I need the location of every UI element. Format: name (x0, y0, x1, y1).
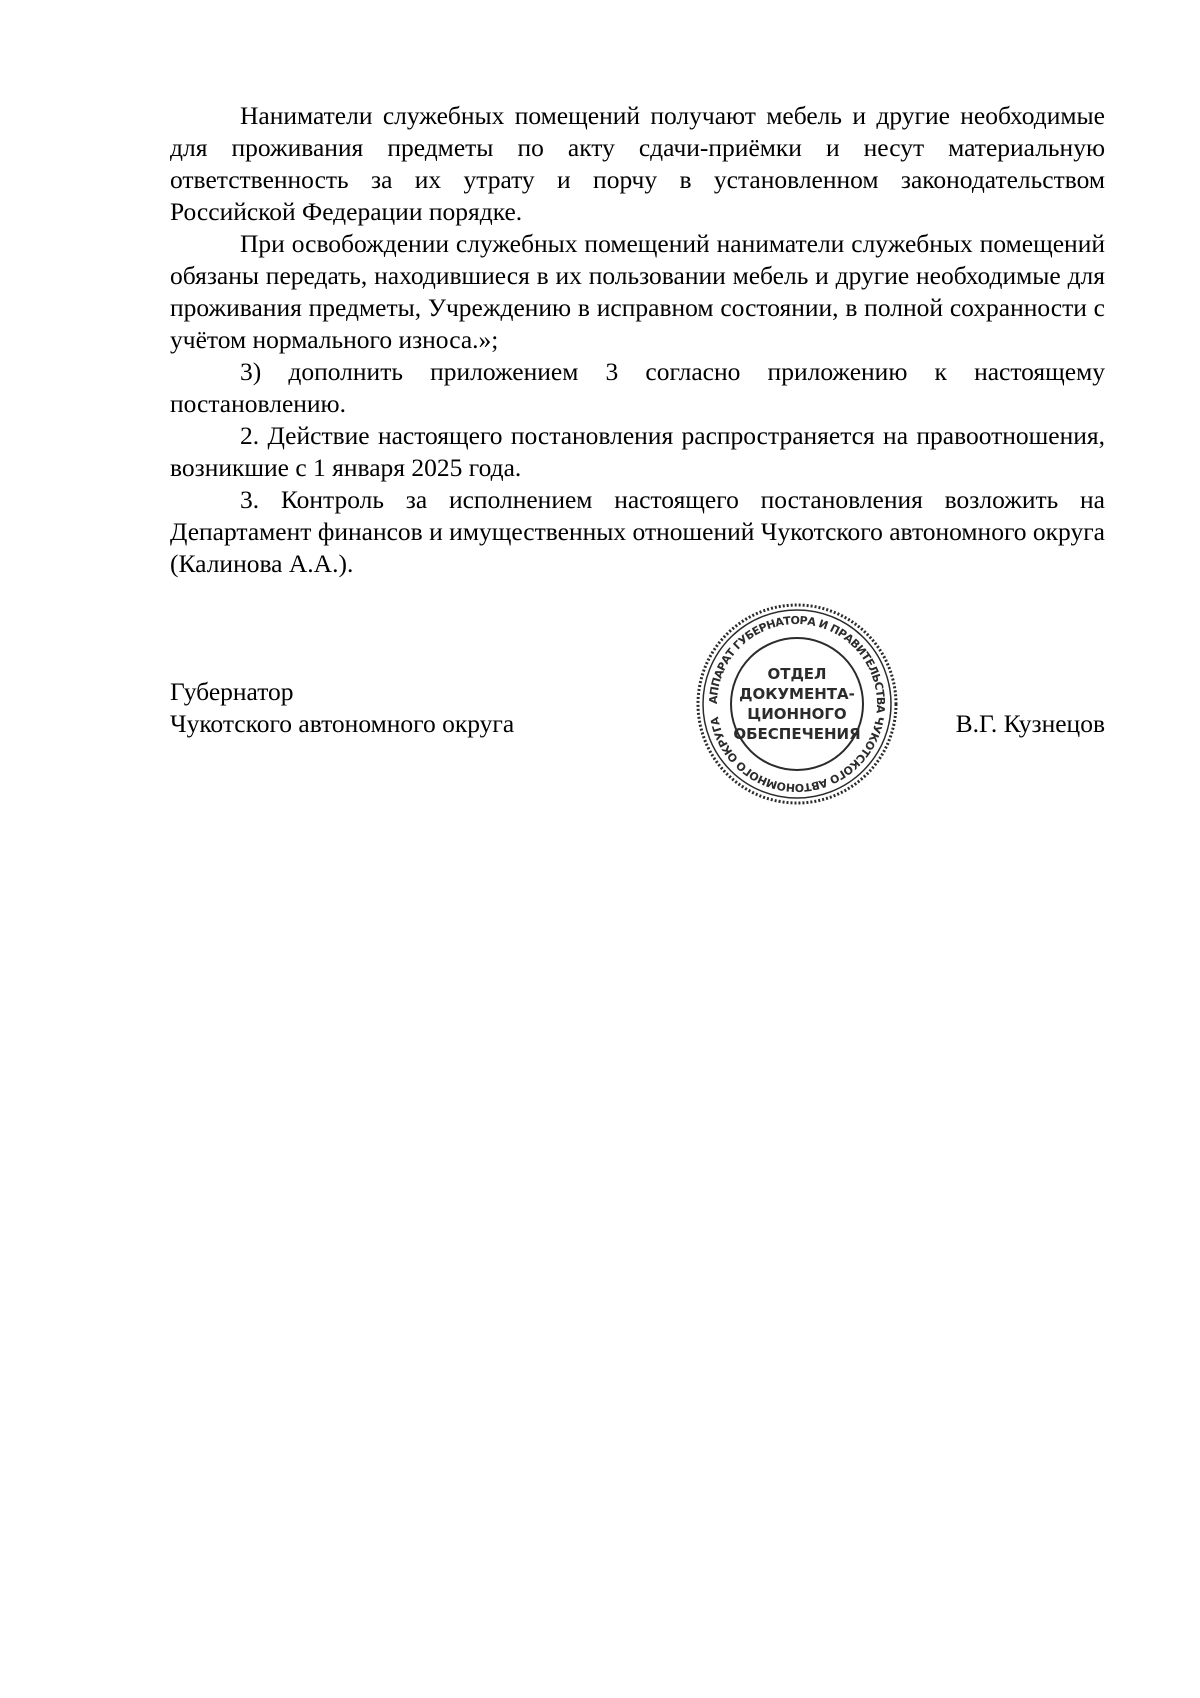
signature-block (170, 676, 1105, 776)
stamp-outer-ring (698, 605, 896, 803)
stamp-inner-ring (731, 638, 863, 770)
stamp-center-line-4: ОБЕСПЕЧЕНИЯ (733, 725, 861, 743)
paragraph-tenants-furniture: Наниматели служебных помещений получают мебель и другие необходимые для проживания предметы по акту сдачи-приёмки и несут материальную ответственность за их утрату и порчу в установленном законодательством Российской Федерации порядке. (170, 101, 1105, 226)
paragraph-release-of-premises: При освобождении служебных помещений наниматели служебных помещений обязаны передать, находившиеся в их пользовании мебель и другие необходимые для проживания предметы, Учреждению в исправном состоянии, в полной сохранности с учётом нормального износа.»; (170, 229, 1105, 354)
stamp-center-line-1: ОТДЕЛ (767, 665, 827, 683)
stamp-ring-text: АППАРАТ ГУБЕРНАТОРА И ПРАВИТЕЛЬСТВА ЧУКОТСКОГО АВТОНОМНОГО ОКРУГА (706, 613, 888, 795)
document-body (170, 100, 1105, 580)
paragraph-item-3-appendix: 3) дополнить приложением 3 согласно приложению к настоящему постановлению. (170, 357, 1105, 418)
signatory-name: В.Г. Кузнецов (955, 709, 1105, 738)
signatory-title: Губернатор (170, 677, 294, 706)
signatory-region: Чукотского автономного округа (170, 709, 515, 738)
paragraph-effective-date: 2. Действие настоящего постановления распространяется на правоотношения, возникшие с 1 января 2025 года. (170, 421, 1105, 482)
stamp-seal-icon (693, 600, 901, 808)
stamp-center-line-2: ДОКУМЕНТА- (739, 685, 855, 703)
official-stamp (693, 600, 901, 808)
stamp-center-line-3: ЦИОННОГО (747, 705, 847, 723)
paragraph-control: 3. Контроль за исполнением настоящего постановления возложить на Департамент финансов и имущественных отношений Чукотского автономного округа (Калинова А.А.). (170, 485, 1105, 578)
